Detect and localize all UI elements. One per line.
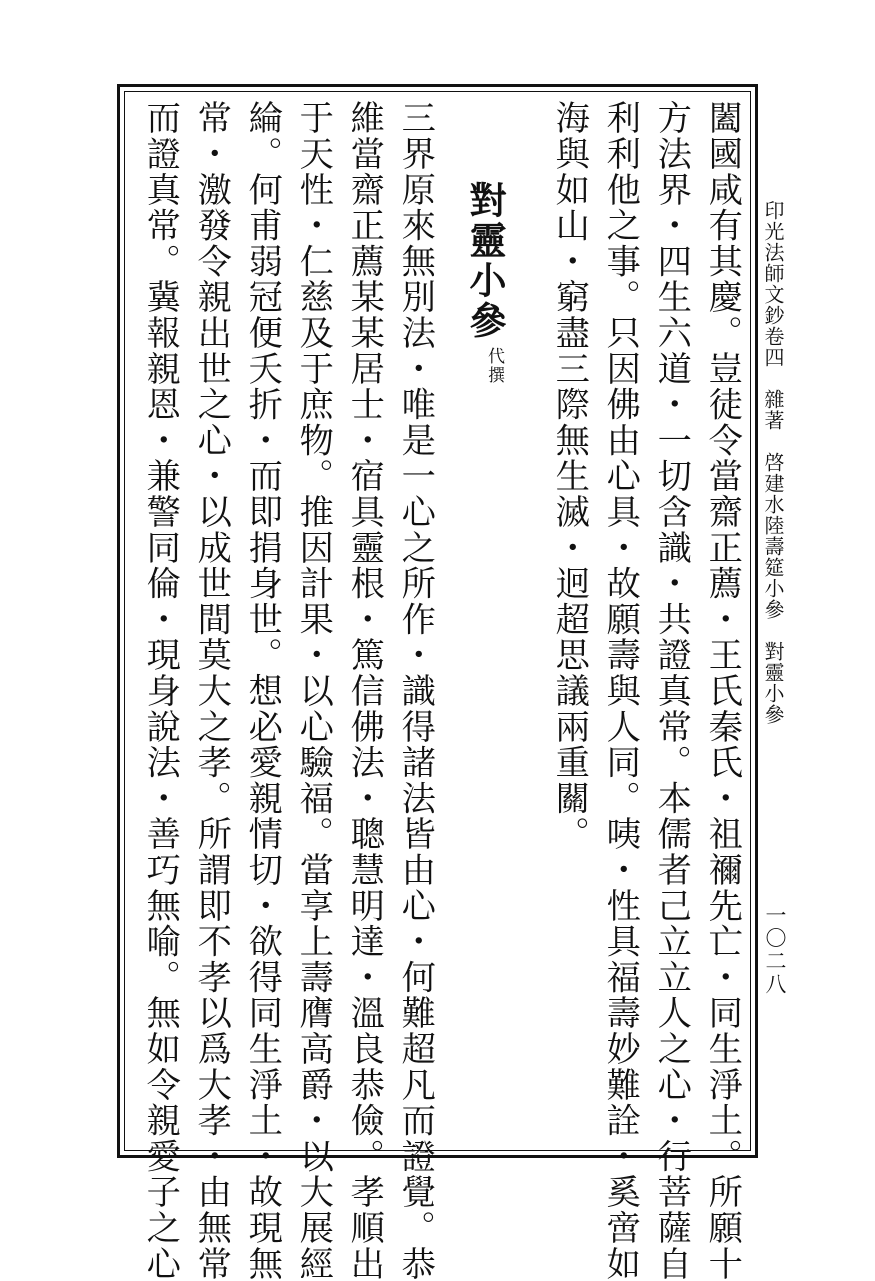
text-column: 方法界・四生六道・一切含識・共證真常。本儒者己立立人之心・行菩薩自 bbox=[651, 100, 692, 1281]
text-column: 闔國咸有其慶。豈徒令當齋正薦・王氏秦氏・祖禰先亡・同生淨土。所願十 bbox=[702, 100, 743, 1281]
article-title-2: 對靈小參 bbox=[761, 641, 785, 725]
article-note: 代撰 bbox=[484, 347, 504, 385]
text-column: 于天性・仁慈及于庶物。推因計果・以心驗福。當享上壽膺高爵・以大展經 bbox=[293, 100, 334, 1281]
text-column: 海與如山・窮盡三際無生滅・迥超思議兩重關。 bbox=[549, 100, 590, 852]
text-column: 常・激發令親出世之心・以成世間莫大之孝。所謂即不孝以爲大孝・由無常 bbox=[191, 100, 232, 1281]
page-number: 一〇二八 bbox=[763, 904, 787, 996]
article-title: 對靈小參 bbox=[463, 181, 507, 341]
text-column: 三界原來無別法・唯是一心之所作・識得諸法皆由心・何難超凡而證覺。恭 bbox=[395, 100, 436, 1281]
section-label: 雜著 bbox=[761, 389, 785, 431]
text-column: 維當齋正薦某某居士・宿具靈根・篤信佛法・聰慧明達・溫良恭儉。孝順出 bbox=[344, 100, 385, 1281]
article-title-1: 啓建水陸壽筵小參 bbox=[761, 452, 785, 620]
text-column: 而證真常。冀報親恩・兼警同倫・現身說法・善巧無喻。無如令親愛子之心 bbox=[140, 100, 181, 1281]
running-head bbox=[763, 200, 783, 725]
text-column: 綸。何甫弱冠便夭折・而即捐身世。想必愛親情切・欲得同生淨土・故現無 bbox=[242, 100, 283, 1281]
text-column: 利利他之事。只因佛由心具・故願壽與人同。咦・性具福壽妙難詮・奚啻如 bbox=[600, 100, 641, 1281]
book-title: 印光法師文鈔卷四 bbox=[761, 200, 785, 368]
